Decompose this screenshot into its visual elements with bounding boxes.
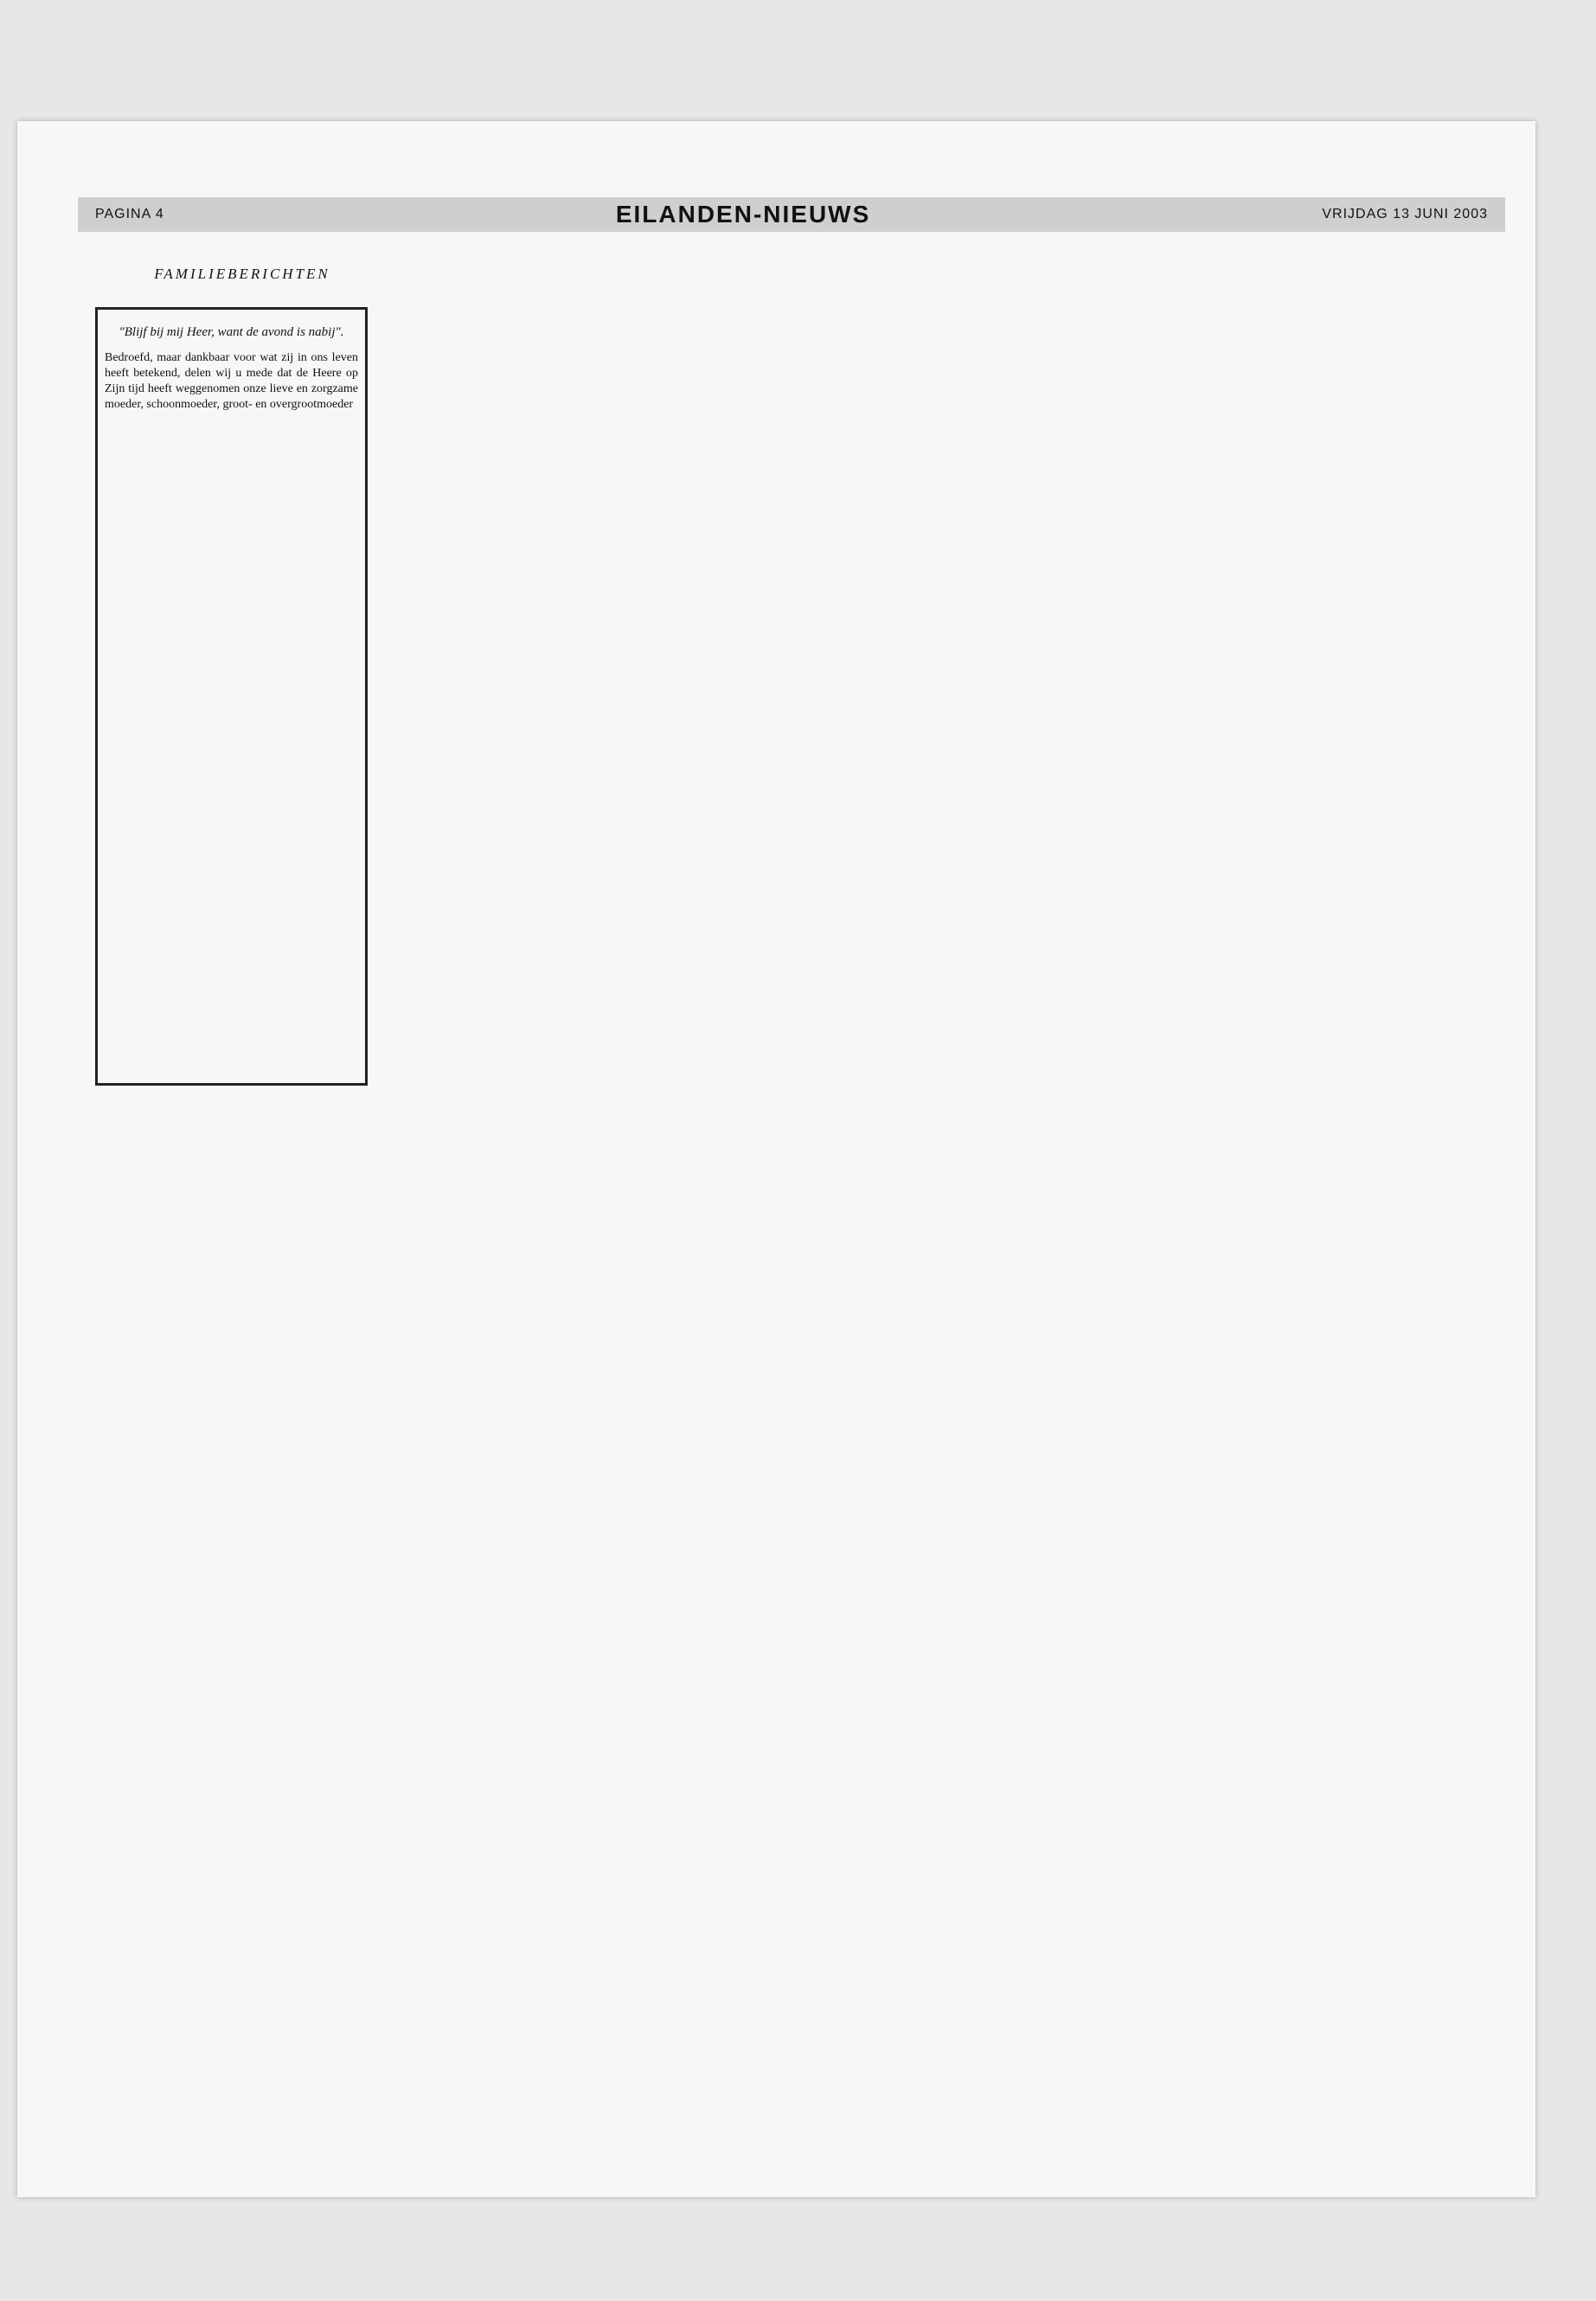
page-header [78, 197, 1505, 232]
issue-date: VRIJDAG 13 JUNI 2003 [1322, 207, 1488, 221]
page-number: PAGINA 4 [95, 207, 164, 221]
notice-body: Bedroefd, maar dankbaar voor wat zij in ons leven heeft betekend, delen wij u mede dat de Heere op Zijn tijd heeft weggenomen onze lieve en zorgzame moeder, schoonmoeder, groot- en overgrootmoeder [105, 351, 358, 411]
notice-quote: "Blijf bij mij Heer, want de avond is nabij". [119, 325, 344, 339]
obituary-notice [95, 307, 368, 1086]
section-title: FAMILIEBERICHTEN [154, 266, 330, 282]
newspaper-masthead: EILANDEN-NIEUWS [615, 201, 871, 228]
